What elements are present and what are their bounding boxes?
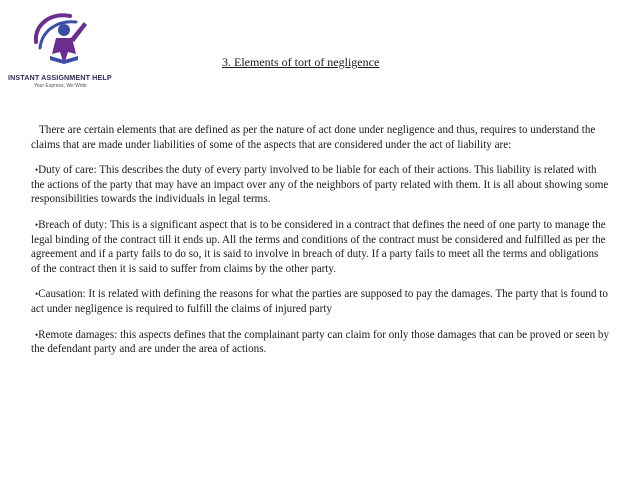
- bullet-icon: •: [35, 219, 39, 230]
- intro-paragraph: There are certain elements that are defined as per the nature of act done under negligence and thus, requires to understand the claims that are made under liabilities of some of the aspects that are considered under the act of liability are:: [31, 124, 596, 151]
- list-item-text: Remote damages: this aspects defines that the complainant party can claim for only those damages that can be proved or seen by the defendant party and are under the area of actions.: [31, 328, 609, 356]
- document-body: [31, 123, 609, 368]
- logo-tagline: Your Express, We Write: [34, 83, 87, 89]
- list-item-causation: [31, 287, 609, 316]
- bullet-icon: •: [35, 165, 39, 176]
- list-item-text: Breach of duty: This is a significant aspect that is to be considered in a contract that defines the need of one party to manage the legal binding of the contract till it ends up. All the terms and conditions of the contract must be considered and fulfilled as per the agreement and if a party fails to do so, it is said to involve in breach of duty. If a party fails to meet all the terms and obligations of the contract then it is said to suffer from claims by the other party.: [31, 218, 606, 275]
- list-item-text: Duty of care: This describes the duty of every party involved to be liable for each of their actions. This liability is related with the actions of the party that may have an impact over any of the neighbors of party related with them. It is all about showing some responsibilities towards the individuals in legal terms.: [31, 164, 609, 206]
- bullet-icon: •: [35, 329, 39, 340]
- logo: [8, 8, 118, 96]
- logo-figure-icon: [30, 8, 94, 70]
- list-item-remote-damages: [31, 328, 609, 357]
- bullet-icon: •: [35, 289, 39, 300]
- logo-name: INSTANT ASSIGNMENT HELP: [8, 73, 112, 82]
- list-item-text: Causation: It is related with defining the reasons for what the parties are supposed to pay the damages. The party that is found to act under negligence is required to fulfill the claims of injured party: [31, 288, 608, 315]
- list-item-breach-of-duty: [31, 218, 609, 276]
- list-item-duty-of-care: [31, 163, 609, 207]
- page-title: 3. Elements of tort of negligence: [222, 55, 380, 69]
